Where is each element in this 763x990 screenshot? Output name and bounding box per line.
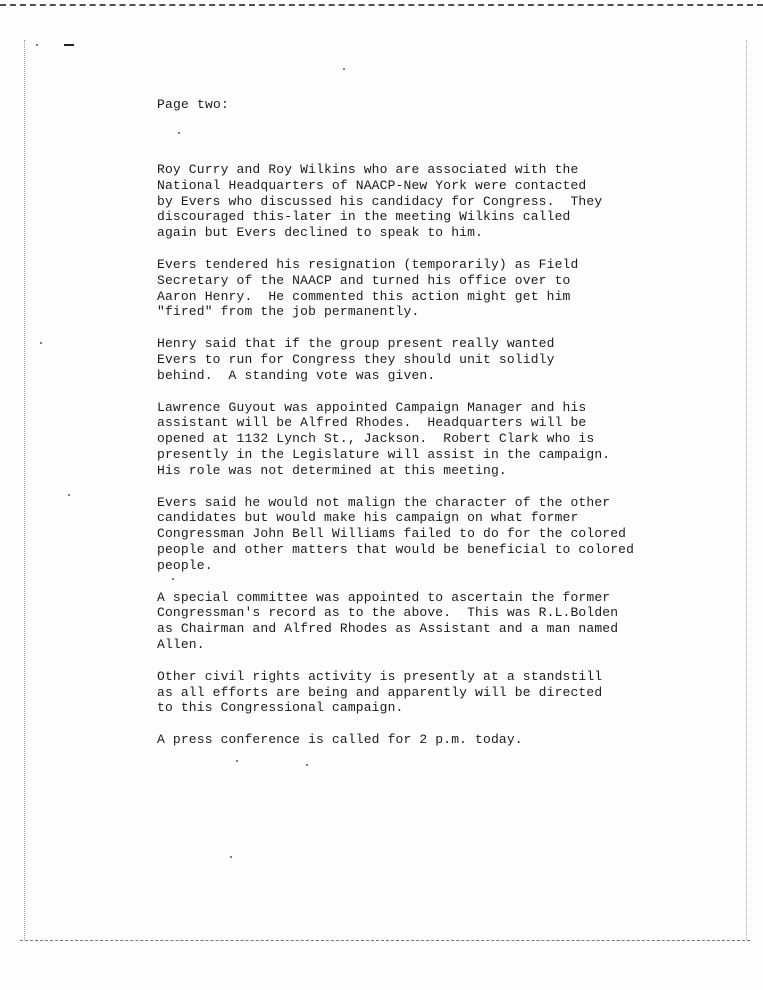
text-line: as all efforts are being and apparently will be directed <box>157 684 603 700</box>
scan-speck <box>68 494 70 496</box>
page-left-edge <box>24 40 25 940</box>
scan-speck <box>230 856 232 858</box>
scan-speck <box>36 44 38 46</box>
text-line: His role was not determined at this meeting. <box>157 462 507 478</box>
text-line: to this Congressional campaign. <box>157 700 404 716</box>
page-top-edge <box>0 0 763 6</box>
text-line: Lawrence Guyout was appointed Campaign Manager and his <box>157 399 587 415</box>
text-line: Secretary of the NAACP and turned his office over to <box>157 272 571 288</box>
text-line: Other civil rights activity is presently at a standstill <box>157 668 603 684</box>
paragraph <box>157 257 697 320</box>
text-line: by Evers who discussed his candidacy for Congress. They <box>157 193 603 209</box>
page-right-edge <box>746 40 747 940</box>
scan-speck <box>343 68 345 70</box>
text-line: Henry said that if the group present really wanted <box>157 336 555 352</box>
text-line: Allen. <box>157 636 205 652</box>
text-line: presently in the Legislature will assist in the campaign. <box>157 446 611 462</box>
paragraph <box>157 162 697 241</box>
paragraph <box>157 590 697 653</box>
text-line: "fired" from the job permanently. <box>157 304 420 320</box>
text-line: as Chairman and Alfred Rhodes as Assistant and a man named <box>157 621 619 637</box>
paragraph <box>157 669 697 716</box>
text-line: behind. A standing vote was given. <box>157 367 436 383</box>
text-line: Congressman John Bell Williams failed to do for the colored <box>157 526 627 542</box>
text-line: Evers said he would not malign the character of the other <box>157 494 611 510</box>
text-line: Evers tendered his resignation (temporarily) as Field <box>157 256 579 272</box>
text-line: candidates but would make his campaign on what former <box>157 510 579 526</box>
paragraph <box>157 732 697 748</box>
page-label: Page two: <box>157 97 230 112</box>
text-line: A press conference is called for 2 p.m. today. <box>157 732 523 748</box>
text-line: Congressman's record as to the above. This was R.L.Bolden <box>157 605 619 621</box>
paragraph <box>157 495 697 574</box>
text-line: Roy Curry and Roy Wilkins who are associated with the <box>157 162 579 177</box>
text-line: people and other matters that would be beneficial to colored <box>157 541 635 557</box>
scan-speck <box>306 764 308 766</box>
scan-speck <box>40 342 42 344</box>
text-line: National Headquarters of NAACP-New York were contacted <box>157 177 587 193</box>
paragraph <box>157 336 697 383</box>
text-line: opened at 1132 Lynch St., Jackson. Robert Clark who is <box>157 431 595 447</box>
text-line: discouraged this-later in the meeting Wilkins called <box>157 209 571 225</box>
scan-mark <box>64 44 74 46</box>
paragraph <box>157 400 697 479</box>
text-line: assistant will be Alfred Rhodes. Headquarters will be <box>157 415 587 431</box>
scan-speck <box>178 132 180 134</box>
page-bottom-edge <box>20 940 750 941</box>
text-line: people. <box>157 557 213 573</box>
text-line: again but Evers declined to speak to him. <box>157 225 484 241</box>
text-line: Aaron Henry. He commented this action might get him <box>157 288 571 304</box>
document-body <box>157 162 697 764</box>
text-line: A special committee was appointed to ascertain the former <box>157 589 611 605</box>
text-line: Evers to run for Congress they should unit solidly <box>157 351 555 367</box>
